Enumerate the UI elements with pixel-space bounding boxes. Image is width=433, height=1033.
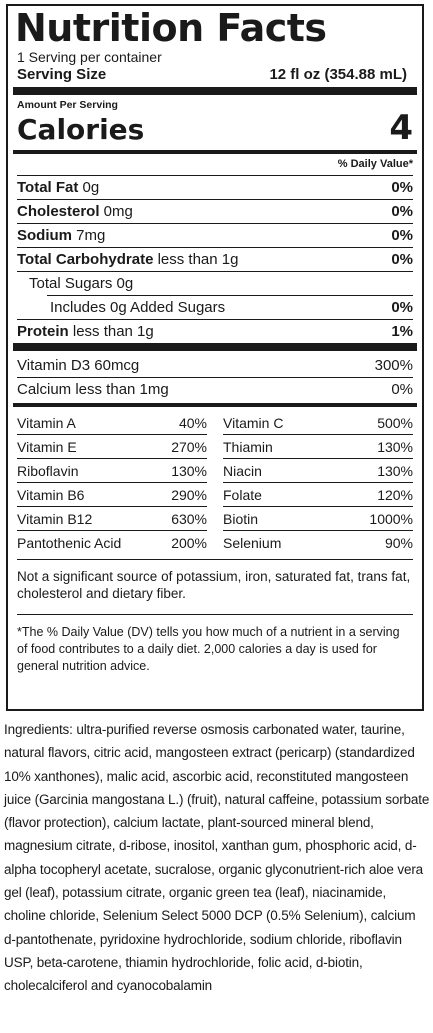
serving-size-value: 12 fl oz (354.88 mL) <box>269 66 407 83</box>
vitamin-cell <box>223 507 413 531</box>
nutrient-name: Protein <box>17 323 69 340</box>
serving-size-row <box>17 65 413 84</box>
nutrient-pct: 0% <box>391 251 413 268</box>
nutrient-name: Total Carbohydrate <box>17 251 154 268</box>
nutrient-pct: 0% <box>391 298 413 316</box>
vitamin-cell <box>17 507 207 531</box>
nutrient-row-total-fat <box>17 175 413 199</box>
nutrient-pct: 0% <box>391 203 413 220</box>
vitamin-pct: 270% <box>171 438 207 455</box>
vitamin-pct: 630% <box>171 510 207 527</box>
vitamin-name: Pantothenic Acid <box>17 535 122 551</box>
nutrient-name: Includes 0g Added Sugars <box>50 298 226 316</box>
calories-label: Calories <box>17 113 145 146</box>
servings-per-container: 1 Serving per container <box>17 49 162 65</box>
vitamin-pct: 130% <box>377 462 413 479</box>
vitamin-name: Folate <box>223 486 262 503</box>
thick-divider <box>13 343 417 351</box>
nutrient-pct: 0% <box>391 179 413 196</box>
nutrient-amount: 0mg <box>99 203 133 220</box>
vitamin-cell <box>223 459 413 483</box>
vitamin-d-pct: 300% <box>374 357 413 374</box>
nutrient-amount: less than 1g <box>68 323 154 340</box>
nutrient-amount: 0g <box>78 179 100 196</box>
vitamin-cell <box>17 459 207 483</box>
thick-divider <box>13 87 417 95</box>
vitamin-cell <box>17 531 207 555</box>
vitamin-name: Selenium <box>223 535 282 551</box>
vitamin-cell <box>17 483 207 507</box>
vitamin-pct: 1000% <box>369 510 413 527</box>
nutrient-row-total-carbohydrate <box>17 247 413 271</box>
vitamin-name: Niacin <box>223 462 262 479</box>
vitamin-name: Thiamin <box>223 438 273 455</box>
indented-divider <box>47 295 413 296</box>
nutrient-amount: 7mg <box>72 227 106 244</box>
vitamin-cell <box>223 531 413 555</box>
daily-value-header: % Daily Value* <box>337 158 413 170</box>
vitamin-cell <box>223 435 413 459</box>
vitamin-pct: 290% <box>171 486 207 503</box>
medium-divider <box>13 403 417 407</box>
calcium-pct: 0% <box>391 381 413 398</box>
nutrient-pct: 0% <box>391 227 413 244</box>
vitamin-name: Biotin <box>223 510 259 527</box>
vitamin-pct: 130% <box>377 438 413 455</box>
vitamin-cell <box>223 411 413 435</box>
nutrient-amount: less than 1g <box>153 251 239 268</box>
vitamin-pct: 200% <box>171 535 207 551</box>
amount-per-serving: Amount Per Serving <box>17 99 118 111</box>
serving-size-label: Serving Size <box>17 66 107 83</box>
vitamin-cell <box>17 435 207 459</box>
nutrition-facts-panel <box>6 4 424 711</box>
vitamin-pct: 130% <box>171 462 207 479</box>
nutrient-name: Cholesterol <box>17 203 100 220</box>
calories-row <box>17 108 413 148</box>
daily-value-footnote: *The % Daily Value (DV) tells you how much of a nutrient in a serving of food contributes to a daily diet. 2,000 calories a day is used for general nutrition advice. <box>17 625 400 673</box>
vitamin-pct: 120% <box>377 486 413 503</box>
vitamin-name: Vitamin B6 <box>17 486 85 503</box>
vitamin-pct: 500% <box>377 414 413 431</box>
nutrient-name: Total Fat <box>17 179 79 196</box>
vitamin-pct: 40% <box>178 414 207 431</box>
vitamin-name: Vitamin A <box>17 414 76 431</box>
ingredients-text: Ingredients: ultra-purified reverse osmosis carbonated water, taurine, natural flavors, citric acid, mangosteen extract (pericarp) (standardized 10% xanthones), malic acid, ascorbic acid, reconstituted mangosteen juice (Garcinia mangostana L.) (fruit), natural caffeine, potassium sorbate (flavor protection), calcium lactate, plant-sourced mineral blend, magnesium citrate, d-ribose, inositol, xanthan gum, phosphoric acid, d-alpha tocopheryl acetate, sucralose, organic glyconutrient-rich aloe vera gel (leaf), potassium citrate, organic green tea (leaf), niacinamide, choline chloride, Selenium Select 5000 DCP (0.5% Selenium), calcium d-pantothenate, pyridoxine hydrochloride, sodium chloride, riboflavin USP, beta-carotene, thiamin hydrochloride, folic acid, d-biotin, cholecalciferol and cyanocobalamin <box>4 722 430 994</box>
vitamin-name: Riboflavin <box>17 462 79 479</box>
calcium-row <box>17 378 413 401</box>
vitamin-name: Vitamin B12 <box>17 510 93 527</box>
nutrient-row-added-sugars <box>17 295 413 319</box>
vitamin-pct: 90% <box>384 535 413 551</box>
nutrient-name: Sodium <box>17 227 72 244</box>
nutrient-pct: 1% <box>391 323 413 340</box>
vitamin-grid <box>17 411 413 555</box>
vitamin-cell <box>223 483 413 507</box>
calories-value: 4 <box>389 108 413 148</box>
nutrition-facts-title: Nutrition Facts <box>15 6 327 50</box>
vitamin-d-name: Vitamin D3 60mcg <box>17 357 140 374</box>
nutrient-row-sodium <box>17 223 413 247</box>
nutrient-row-cholesterol <box>17 199 413 223</box>
vitamin-cell <box>17 411 207 435</box>
not-significant-note: Not a significant source of potassium, iron, saturated fat, trans fat, cholesterol and dietary fiber. <box>17 569 411 601</box>
nutrient-name: Total Sugars 0g <box>29 275 134 292</box>
vitamin-name: Vitamin C <box>223 414 284 431</box>
calcium-name: Calcium less than 1mg <box>17 381 169 398</box>
vitamin-d-row <box>17 354 413 377</box>
vitamin-name: Vitamin E <box>17 438 77 455</box>
nutrient-row-total-sugars <box>17 271 413 295</box>
nutrient-row-protein <box>17 319 413 343</box>
